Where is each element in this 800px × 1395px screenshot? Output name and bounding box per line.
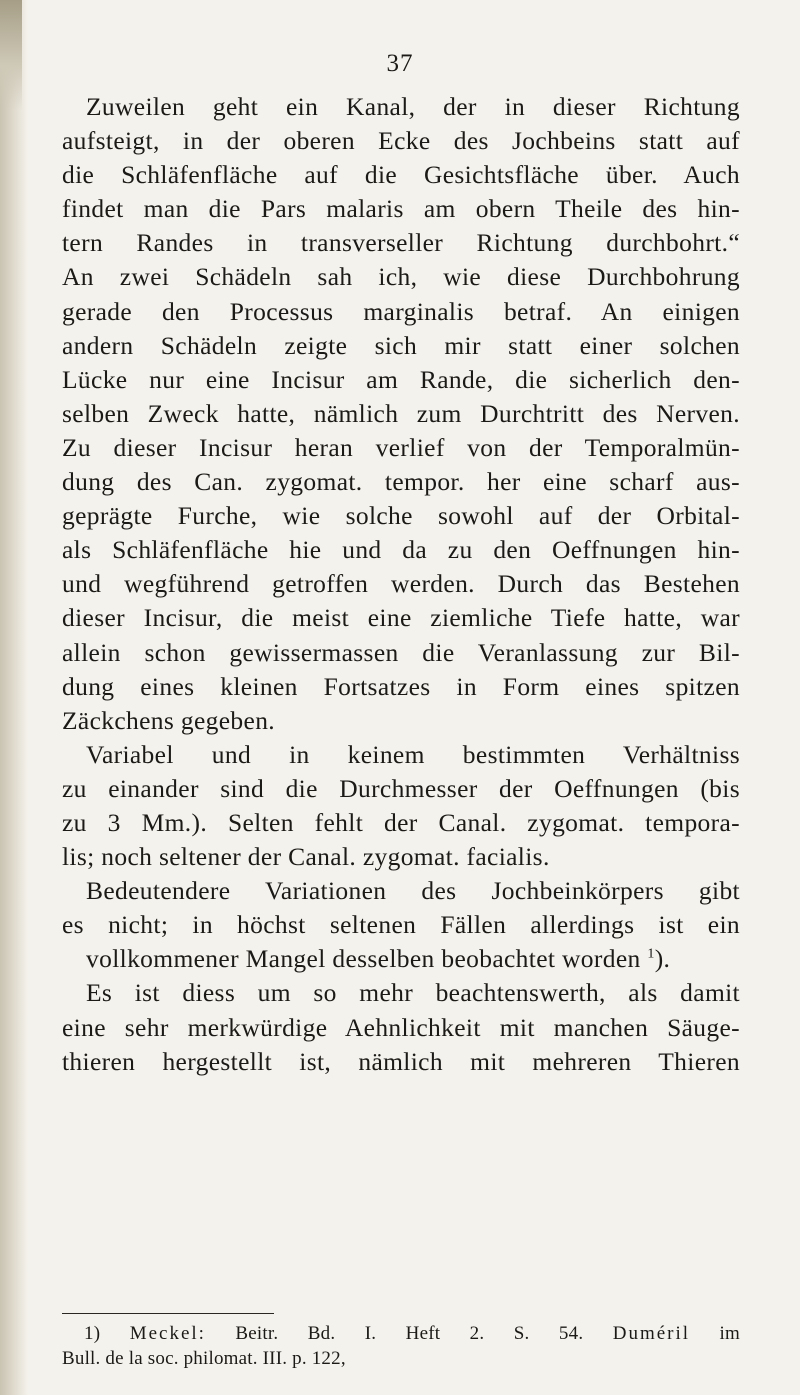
text-line: dieser Incisur, die meist eine ziemliche Tiefe hatte, war <box>62 603 740 633</box>
text-line: aufsteigt, in der oberen Ecke des Jochbeins statt auf <box>62 126 740 156</box>
text-line: Zuweilen geht ein Kanal, der in dieser Richtung <box>86 92 740 121</box>
text-line: als Schläfenfläche hie und da zu den Oeffnungen hin- <box>62 535 740 565</box>
text-line: zu einander sind die Durchmesser der Oeffnungen (bis <box>62 773 740 803</box>
text-line: allein schon gewissermassen die Veranlassung zur Bil- <box>62 637 740 667</box>
body-text <box>62 90 740 1079</box>
text-line: Es ist diess um so mehr beachtenswerth, als damit <box>86 978 740 1008</box>
text-line: thieren hergestellt ist, nämlich mit mehreren Thieren <box>62 1046 740 1076</box>
footnote-line: Bull. de la soc. philomat. III. p. 122, <box>62 1348 346 1369</box>
footnote-divider <box>62 1313 274 1314</box>
footnote-line <box>62 1321 740 1346</box>
text-line: An zwei Schädeln sah ich, wie diese Durchbohrung <box>62 262 740 292</box>
text-line: gerade den Processus marginalis betraf. An einigen <box>62 296 740 326</box>
page-number: 37 <box>386 50 414 77</box>
text-line: dung des Can. zygomat. tempor. her eine scharf aus- <box>62 467 740 497</box>
footnote-author: Meckel: <box>129 1323 206 1344</box>
text-line: Lücke nur eine Incisur am Rande, die sicherlich den- <box>62 364 740 394</box>
footnote-reference: im <box>719 1323 740 1344</box>
text-line: zu 3 Mm.). Selten fehlt der Canal. zygomat. tempora- <box>62 807 740 837</box>
text-line: die Schläfenfläche auf die Gesichtsfläche über. Auch <box>62 160 740 190</box>
footnotes <box>62 1321 740 1371</box>
text-line: Zäckchens gegeben. <box>62 705 276 735</box>
footnote-number: 1) <box>84 1323 101 1344</box>
text-line: lis; noch seltener der Canal. zygomat. facialis. <box>62 842 550 872</box>
text-line: geprägte Furche, wie solche sowohl auf der Orbital- <box>62 501 740 531</box>
text-line-with-footnote <box>62 942 740 976</box>
text-line: und wegführend getroffen werden. Durch das Bestehen <box>62 569 740 599</box>
text-line: vollkommener Mangel desselben beobachtet worden <box>86 944 648 974</box>
footnote-reference: Beitr. Bd. I. Heft 2. S. 54. <box>235 1323 584 1344</box>
text-line: dung eines kleinen Fortsatzes in Form eines spitzen <box>62 671 740 701</box>
footnote-author: Duméril <box>612 1323 691 1344</box>
text-line: Zu dieser Incisur heran verlief von der Temporalmün- <box>62 432 740 462</box>
text-line: Bedeutendere Variationen des Jochbeinkörpers gibt <box>86 876 740 906</box>
text-line: Variabel und in keinem bestimmten Verhältniss <box>86 739 740 769</box>
footnote-marker[interactable]: 1 <box>647 946 655 962</box>
text-line: es nicht; in höchst seltenen Fällen allerdings ist ein <box>62 910 740 940</box>
text-line: findet man die Pars malaris am obern Theile des hin- <box>62 194 740 224</box>
page-gutter-shadow <box>0 0 28 1395</box>
marker-close: ). <box>654 944 671 974</box>
text-line: andern Schädeln zeigte sich mir statt einer solchen <box>62 330 740 360</box>
text-line: eine sehr merkwürdige Aehnlichkeit mit manchen Säuge- <box>62 1012 740 1042</box>
text-line: selben Zweck hatte, nämlich zum Durchtritt des Nerven. <box>62 398 740 428</box>
text-line: tern Randes in transverseller Richtung durchbohrt.“ <box>62 228 740 258</box>
